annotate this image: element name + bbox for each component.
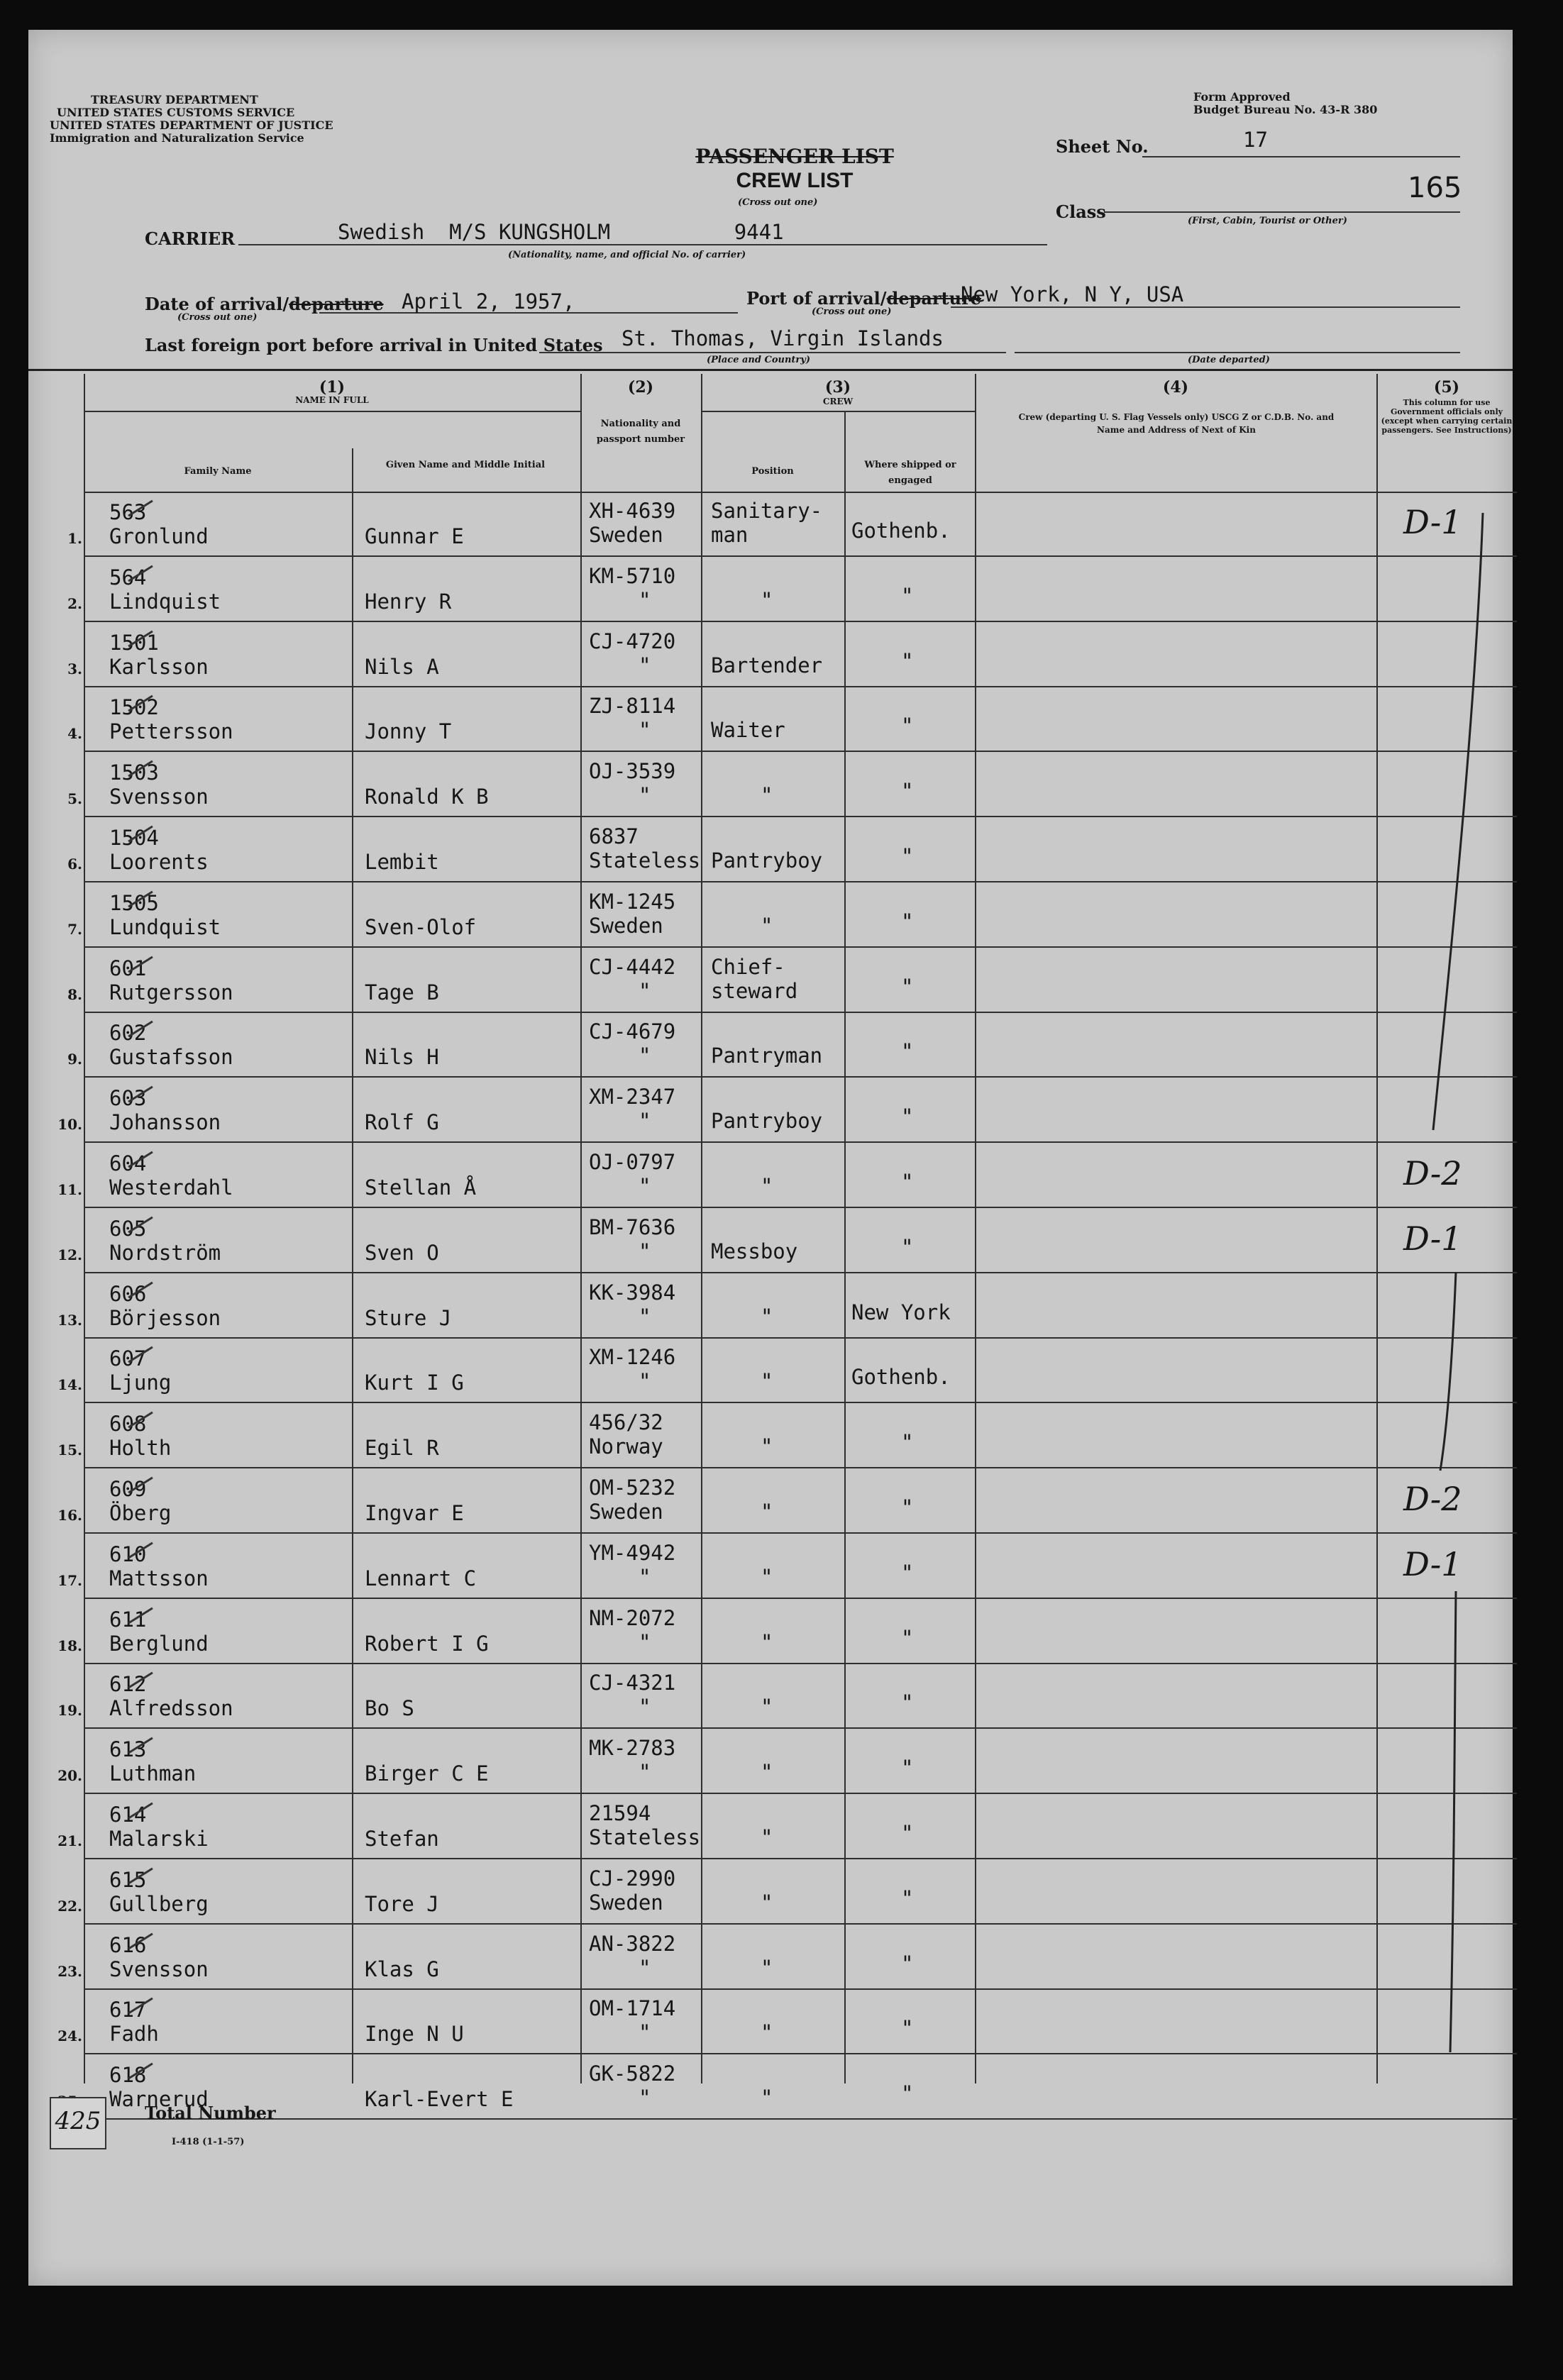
nationality: Sweden	[589, 1500, 663, 1524]
passport-number: YM-4942	[589, 1540, 676, 1565]
agency-line-2: UNITED STATES CUSTOMS SERVICE	[57, 106, 295, 119]
crew-id: 606	[109, 1281, 147, 1306]
official-annotation: D-1	[1403, 1544, 1462, 1583]
given-name: Ingvar E	[365, 1501, 464, 1525]
table-row	[57, 1468, 1517, 1534]
passport-number: OM-5232	[589, 1476, 676, 1500]
row-number: 11.	[57, 1181, 82, 1198]
family-name: Alfredsson	[109, 1696, 233, 1721]
row-number: 19.	[57, 1702, 82, 1720]
annotation-brackets	[1376, 492, 1517, 2088]
nationality: "	[639, 1174, 651, 1198]
nationality: "	[639, 2020, 651, 2045]
shipped-engaged: "	[901, 1625, 914, 1650]
arrival-label-group	[145, 294, 384, 314]
nationality: "	[639, 718, 651, 743]
table-row	[67, 1012, 1517, 1078]
crew-id: 608	[109, 1412, 147, 1437]
table-row	[57, 1664, 1517, 1729]
table-row	[67, 622, 1517, 687]
crew-id: 1502	[109, 695, 159, 720]
given-name: Lembit	[365, 850, 439, 874]
passport-number: GK-5822	[589, 2061, 676, 2086]
position: "	[761, 1174, 773, 1198]
row-number: 9.	[67, 1051, 82, 1068]
passport-number: MK-2783	[589, 1736, 676, 1761]
crew-id: 612	[109, 1672, 147, 1697]
family-name: Svensson	[109, 785, 209, 809]
nationality: "	[639, 653, 651, 677]
passport-number: CJ-4321	[589, 1671, 676, 1695]
shipped-engaged: "	[901, 1170, 914, 1194]
family-name: Nordström	[109, 1240, 221, 1265]
position-line-1: Sanitary-	[711, 499, 823, 523]
agency-line-4: Immigration and Naturalization Service	[50, 131, 304, 145]
col2-title: Nationality and passport number	[596, 419, 685, 445]
col5-title: This column for use Government officials only (except when carrying certain passengers. See Instructions)	[1381, 398, 1513, 435]
row-number: 5.	[67, 790, 82, 808]
sheet-label: Sheet No.	[1056, 136, 1149, 157]
crew-id: 563	[109, 500, 147, 524]
shipped-engaged: "	[901, 583, 914, 608]
place-hint: (Place and Country)	[707, 355, 810, 365]
nationality: "	[639, 1369, 651, 1394]
position: "	[761, 1955, 773, 1980]
row-number: 12.	[57, 1246, 82, 1263]
sheet-number: 17	[1243, 128, 1268, 152]
col3-number: (3)	[824, 378, 851, 397]
given-name: Sven O	[365, 1240, 439, 1265]
shipped-engaged: "	[901, 1105, 914, 1129]
shipped-engaged: "	[901, 1821, 914, 1845]
given-name: Stellan Å	[365, 1175, 477, 1200]
position: "	[761, 1369, 773, 1394]
position: Waiter	[711, 718, 785, 743]
given-name: Birger C E	[365, 1761, 489, 1786]
budget-bureau: Budget Bureau No. 43-R 380	[1193, 103, 1378, 116]
shipped-engaged: "	[901, 648, 914, 673]
family-name: Rutgersson	[109, 980, 233, 1004]
crew-id: 1505	[109, 890, 159, 915]
arrival-date: April 2, 1957,	[402, 289, 575, 314]
carrier-label: CARRIER	[145, 228, 236, 249]
given-name: Gunnar E	[365, 524, 464, 548]
last-port-label: Last foreign port before arrival in United States	[145, 335, 603, 355]
col4-number: (4)	[1162, 378, 1189, 397]
shipped-engaged: "	[901, 974, 914, 999]
table-row	[67, 492, 1517, 557]
given-name: Sven-Olof	[365, 914, 477, 939]
given-name: Stefan	[365, 1827, 439, 1851]
position: steward	[711, 978, 798, 1003]
passport-number: AN-3822	[589, 1931, 676, 1956]
shipped-engaged: "	[901, 2081, 914, 2106]
passport-number: 21594	[589, 1801, 651, 1825]
position: man	[711, 523, 749, 547]
row-number: 24.	[57, 2027, 82, 2045]
nationality: "	[639, 2086, 651, 2110]
position: "	[761, 2086, 773, 2110]
shipped-engaged: "	[901, 2016, 914, 2041]
nationality: "	[639, 1629, 651, 1654]
table-row	[57, 1078, 1517, 1143]
crew-id: 610	[109, 1542, 147, 1566]
position: "	[761, 1500, 773, 1524]
row-divider	[84, 2118, 1517, 2120]
position: "	[761, 1760, 773, 1785]
col2-number: (2)	[627, 378, 654, 397]
family-name: Mattsson	[109, 1566, 209, 1590]
form-approved: Form Approved	[1193, 90, 1291, 104]
table-row	[57, 1794, 1517, 1859]
family-name: Luthman	[109, 1761, 197, 1786]
row-number: 21.	[57, 1832, 82, 1849]
passport-number: OM-1714	[589, 1996, 676, 2021]
position: "	[761, 1304, 773, 1329]
shipped-engaged: "	[901, 1756, 914, 1781]
row-number: 8.	[67, 985, 82, 1003]
passport-number: OJ-0797	[589, 1150, 676, 1174]
position: "	[761, 1564, 773, 1589]
table-row	[57, 1208, 1517, 1273]
family-name: Malarski	[109, 1827, 209, 1851]
col4-title: Crew (departing U. S. Flag Vessels only) USCG Z or C.D.B. No. and Name and Address of Next of Kin	[1018, 412, 1335, 435]
family-name: Loorents	[109, 850, 209, 874]
table-row	[57, 1273, 1517, 1339]
row-number: 3.	[67, 660, 82, 677]
port-value: New York, N Y, USA	[961, 282, 1184, 306]
table-row	[57, 1859, 1517, 1925]
table-row	[57, 1403, 1517, 1468]
family-name: Pettersson	[109, 719, 233, 744]
nationality: "	[639, 1695, 651, 1720]
crew-id: 1504	[109, 826, 159, 850]
arrival-label: Date of arrival/	[145, 294, 289, 314]
crew-list-title: CREW LIST	[736, 169, 854, 192]
shipped-engaged: "	[901, 844, 914, 868]
table-row	[57, 1925, 1517, 1990]
crew-id: 613	[109, 1737, 147, 1762]
last-port-value: St. Thomas, Virgin Islands	[622, 326, 944, 350]
shipped-engaged: "	[901, 1560, 914, 1585]
crew-id: 616	[109, 1932, 147, 1957]
given-name: Bo S	[365, 1696, 414, 1721]
row-number: 10.	[57, 1116, 82, 1134]
position: "	[761, 913, 773, 938]
given-name: Egil R	[365, 1436, 439, 1461]
given-name: Sture J	[365, 1305, 452, 1330]
passport-number: KK-3984	[589, 1280, 676, 1305]
crew-id: 617	[109, 1998, 147, 2022]
position: "	[761, 2020, 773, 2045]
shipped-engaged: "	[901, 1234, 914, 1259]
passport-number: OJ-3539	[589, 759, 676, 784]
family-name: Johansson	[109, 1110, 221, 1135]
table-row	[57, 1599, 1517, 1664]
table-row	[67, 817, 1517, 882]
position: "	[761, 1890, 773, 1915]
position: "	[761, 1825, 773, 1849]
table-row	[67, 882, 1517, 948]
col3a-position: Position	[751, 466, 794, 477]
row-number: 20.	[57, 1767, 82, 1785]
table-row	[57, 1534, 1517, 1599]
nationality: Sweden	[589, 1890, 663, 1915]
passport-number: BM-7636	[589, 1214, 676, 1239]
given-name: Lennart C	[365, 1566, 477, 1590]
family-name: Warnerud	[109, 2087, 209, 2112]
position: Pantryboy	[711, 1109, 823, 1134]
nationality: "	[639, 783, 651, 808]
passport-number: CJ-4442	[589, 954, 676, 979]
port-label-group	[746, 288, 981, 309]
position: "	[761, 1695, 773, 1720]
table-row	[67, 948, 1517, 1013]
passport-number: CJ-4679	[589, 1019, 676, 1044]
row-number: 13.	[57, 1311, 82, 1329]
position: Messboy	[711, 1239, 798, 1263]
shipped-engaged: "	[901, 1039, 914, 1064]
passport-number: XM-2347	[589, 1085, 676, 1109]
row-number: 2.	[67, 594, 82, 612]
passport-number: 456/32	[589, 1410, 663, 1435]
passport-number: ZJ-8114	[589, 694, 676, 719]
crew-id: 604	[109, 1151, 147, 1175]
official-annotation: D-2	[1403, 1154, 1462, 1192]
shipped-engaged: New York	[851, 1300, 951, 1324]
row-number: 15.	[57, 1441, 82, 1459]
shipped-engaged: Gothenb.	[851, 1365, 951, 1390]
table-row	[67, 557, 1517, 622]
table-row	[57, 1989, 1517, 2054]
row-number: 17.	[57, 1571, 82, 1589]
family-name: Svensson	[109, 1956, 209, 1981]
cross-out-hint: (Cross out one)	[738, 197, 818, 208]
class-hint: (First, Cabin, Tourist or Other)	[1188, 216, 1347, 226]
given-name: Karl-Evert E	[365, 2087, 514, 2112]
row-number: 7.	[67, 920, 82, 938]
given-name: Nils A	[365, 654, 439, 679]
passenger-list-struck: PASSENGER LIST	[695, 145, 894, 168]
family-name: Gronlund	[109, 524, 209, 548]
table-row	[57, 1338, 1517, 1403]
given-name: Nils H	[365, 1045, 439, 1070]
position-line-1: Chief-	[711, 954, 785, 979]
position: Pantryman	[711, 1044, 823, 1068]
passport-number: CJ-2990	[589, 1866, 676, 1891]
position: "	[761, 1434, 773, 1459]
family-name: Gullberg	[109, 1891, 209, 1916]
port-label: Port of arrival/	[746, 288, 887, 309]
nationality: Stateless	[589, 1825, 701, 1849]
port-label-struck: departure	[886, 288, 982, 309]
port-cross-hint: (Cross out one)	[812, 306, 892, 317]
crew-id: 603	[109, 1086, 147, 1111]
shipped-engaged: "	[901, 779, 914, 804]
arrival-cross-hint: (Cross out one)	[177, 312, 258, 323]
family-name: Öberg	[109, 1501, 172, 1525]
given-name: Henry R	[365, 589, 452, 614]
shipped-engaged: "	[901, 714, 914, 738]
position: Pantryboy	[711, 848, 823, 873]
family-name: Holth	[109, 1436, 172, 1461]
nationality: "	[639, 1955, 651, 1980]
given-name: Jonny T	[365, 719, 452, 744]
passport-number: KM-1245	[589, 889, 676, 914]
col5-number: (5)	[1433, 378, 1460, 397]
given-name: Inge N U	[365, 2022, 464, 2047]
position: Bartender	[711, 653, 823, 677]
family-name: Lundquist	[109, 914, 221, 939]
class-value: 165	[1408, 172, 1462, 204]
shipped-engaged: "	[901, 1886, 914, 1910]
crew-id: 1503	[109, 760, 159, 785]
given-name: Tage B	[365, 980, 439, 1004]
col1-number: (1)	[319, 378, 346, 397]
nationality: Norway	[589, 1434, 663, 1459]
family-name: Karlsson	[109, 654, 209, 679]
family-name: Ljung	[109, 1371, 172, 1395]
shipped-engaged: Gothenb.	[851, 519, 951, 543]
agency-line-3: UNITED STATES DEPARTMENT OF JUSTICE	[50, 118, 333, 132]
family-name: Berglund	[109, 1631, 209, 1656]
family-name: Börjesson	[109, 1305, 221, 1330]
nationality: Stateless	[589, 848, 701, 873]
date-departed-hint: (Date departed)	[1188, 355, 1270, 365]
crew-id: 607	[109, 1346, 147, 1371]
passport-number: CJ-4720	[589, 629, 676, 653]
family-name: Westerdahl	[109, 1175, 233, 1200]
row-number: 4.	[67, 725, 82, 743]
shipped-engaged: "	[901, 1951, 914, 1976]
given-name: Ronald K B	[365, 785, 489, 809]
crew-id: 615	[109, 1867, 147, 1892]
crew-list-form	[28, 30, 1513, 2286]
position: "	[761, 783, 773, 808]
total-value: 425	[55, 2107, 101, 2135]
crew-id: 618	[109, 2063, 147, 2088]
official-annotation: D-1	[1403, 503, 1462, 541]
nationality: "	[639, 1239, 651, 1263]
crew-id: 1501	[109, 630, 159, 655]
given-name: Kurt I G	[365, 1371, 464, 1395]
row-number: 14.	[57, 1376, 82, 1394]
given-name: Tore J	[365, 1891, 439, 1916]
row-number: 22.	[57, 1897, 82, 1915]
col3-title: CREW	[822, 397, 854, 406]
agency-line-1: TREASURY DEPARTMENT	[91, 93, 258, 106]
col1b-given-name: Given Name and Middle Initial	[385, 460, 546, 470]
table-row	[57, 1729, 1517, 1794]
given-name: Rolf G	[365, 1110, 439, 1135]
crew-id: 614	[109, 1803, 147, 1827]
nationality: "	[639, 1564, 651, 1589]
row-number: 16.	[57, 1507, 82, 1524]
col1a-family-name: Family Name	[184, 466, 252, 477]
table-row	[57, 1143, 1517, 1208]
family-name: Fadh	[109, 2022, 159, 2047]
row-number: 18.	[57, 1637, 82, 1654]
table-row	[67, 687, 1517, 752]
nationality: "	[639, 1109, 651, 1134]
carrier-value: Swedish M/S KUNGSHOLM 9441	[338, 220, 784, 244]
table-row	[67, 752, 1517, 817]
col3b-shipped: Where shipped or engaged	[864, 460, 956, 486]
class-label: Class	[1056, 201, 1106, 222]
total-box	[50, 2097, 106, 2149]
passport-number: KM-5710	[589, 563, 676, 588]
crew-id: 611	[109, 1607, 147, 1632]
row-number: 1.	[67, 530, 82, 547]
nationality: "	[639, 587, 651, 612]
col1-title: NAME IN FULL	[295, 395, 369, 405]
nationality: "	[639, 978, 651, 1003]
passport-number: NM-2072	[589, 1605, 676, 1630]
position: "	[761, 1629, 773, 1654]
family-name: Lindquist	[109, 589, 221, 614]
nationality: "	[639, 1760, 651, 1785]
nationality: "	[639, 1044, 651, 1068]
official-annotation: D-2	[1403, 1480, 1462, 1518]
passport-number: XM-1246	[589, 1345, 676, 1370]
shipped-engaged: "	[901, 909, 914, 934]
row-number: 23.	[57, 1962, 82, 1980]
form-number: I-418 (1-1-57)	[172, 2137, 245, 2147]
nationality: Sweden	[589, 913, 663, 938]
passport-number: 6837	[589, 824, 639, 848]
total-label: Total Number	[145, 2103, 276, 2123]
crew-id: 605	[109, 1216, 147, 1241]
passport-number: XH-4639	[589, 499, 676, 523]
given-name: Robert I G	[365, 1631, 489, 1656]
table-row	[84, 2054, 1517, 2120]
position: "	[761, 587, 773, 612]
shipped-engaged: "	[901, 1430, 914, 1455]
carrier-hint: (Nationality, name, and official No. of carrier)	[508, 250, 746, 260]
nationality: Sweden	[589, 523, 663, 547]
crew-id: 609	[109, 1477, 147, 1501]
given-name: Klas G	[365, 1956, 439, 1981]
row-number: 6.	[67, 856, 82, 873]
nationality: "	[639, 1304, 651, 1329]
crew-id: 564	[109, 565, 147, 590]
arrival-label-struck: departure	[289, 294, 384, 314]
official-annotation: D-1	[1403, 1219, 1462, 1258]
shipped-engaged: "	[901, 1495, 914, 1520]
crew-id: 601	[109, 956, 147, 980]
shipped-engaged: "	[901, 1690, 914, 1715]
crew-id: 602	[109, 1021, 147, 1046]
family-name: Gustafsson	[109, 1045, 233, 1070]
